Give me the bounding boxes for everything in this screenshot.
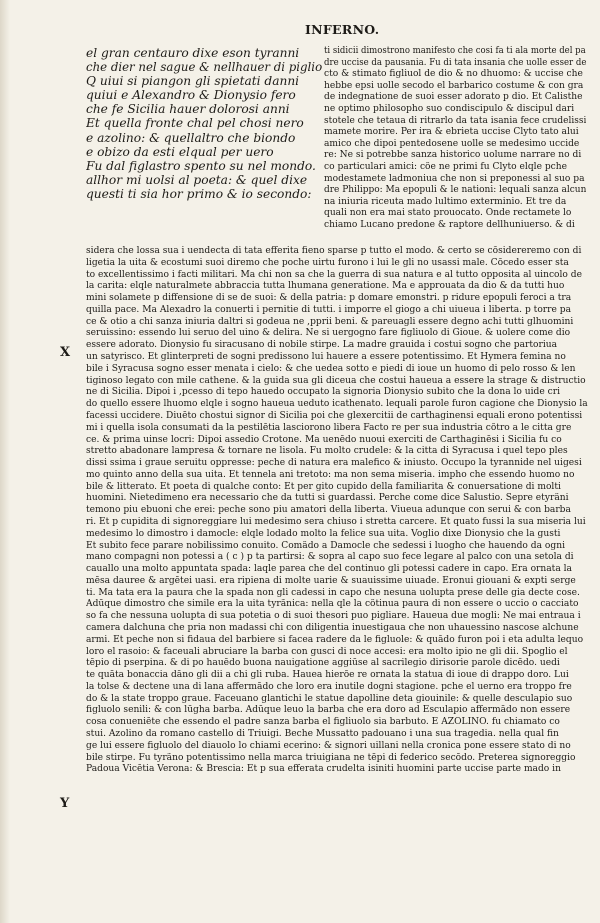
gloss-line: do & la state troppo graue. Faceuano glantichi le statue dapolline deta giouinile: & quelle desculapio suo xyxy=(86,693,573,704)
gloss-line: re: Ne si potrebbe sanza historico uolume narrare no di xyxy=(324,150,582,161)
gloss-line: ce. & prima uinse locri: Dipoi assedio Crotone. Ma uenēdo nuoui exerciti de Carthaginēsi i Sicilia fu co xyxy=(86,434,562,445)
gloss-line: stui. Azolino da romano castello di Triuigi. Beche Mussatto padouano i una sua tragedia. nella qual fin xyxy=(86,729,559,740)
verse-line: quiui e Alexandro & Dionysio fero xyxy=(86,88,296,103)
gloss-line: ne optimo philosopho suo condiscipulo & discipul dari xyxy=(324,103,575,114)
gloss-line: facessi uccidere. Diuēto chostui signor di Sicilia poi che glexercitii de carthaginensi equali erono potentissi xyxy=(86,410,583,421)
gloss-line: la tolse & dectene una di lana affermādo che loro era inutile dogni stagione. pche el uerno era troppo fre xyxy=(86,681,572,692)
verse-line: e azolino: & quellaltro che biondo xyxy=(86,130,296,145)
verse-line: el gran centauro dixe eson tyranni xyxy=(86,46,300,60)
gloss-line: na iniuria riceuta mado lultimo exterminio. Et tre da xyxy=(324,196,567,207)
gloss-line: temono piu ebuoni che erei: peche sono piu amatori della liberta. Viueua adunque con serui & con barba xyxy=(86,505,571,516)
gloss-line: camera dalchuna che pria non madassi chi con diligentia inuestigaua che non uhauessino nascose alchune xyxy=(86,623,579,633)
gloss-top-column xyxy=(324,46,586,232)
gloss-line: cosa conueniēte che essendo el padre sanza barba el figliuolo sia barbuto. E AZOLINO. fu chiamato co xyxy=(86,717,560,728)
gloss-line: ti sidicii dimostrono manifesto che cosi fa ti ala morte del pa xyxy=(324,46,586,56)
gloss-line: bile stirpe. Fu tyrãno potentissimo nella marca triuigiana ne tēpi di federico secōdo. Preterea signoreggio xyxy=(86,752,576,763)
gloss-line: dissi ssima i graue seruitu oppresse: peche di natura era malefico & iniusto. Occupo la tyrannide nel uigesi xyxy=(86,458,582,469)
running-head: INFERNO. xyxy=(305,22,380,37)
gloss-line: modestamete ladmoniua che non si preponessi al suo pa xyxy=(324,173,585,184)
verse-block xyxy=(86,46,322,201)
gloss-line: la carita: elqle naturalmete abbraccia tutta lhumana generatione. Ma e approuata da dio & da tutti huo xyxy=(86,281,565,292)
gloss-line: chiamo Lucano predone & raptore dellhuniuerso. & di xyxy=(324,219,575,230)
gloss-line: seruissino: essendo lui seruo del uino & delira. Ne si uergogno fare figliuolo di Gioue. & uolere come dio xyxy=(86,328,571,339)
gloss-line: quali non era mai stato prouocato. Onde rectamete lo xyxy=(324,208,572,219)
gloss-line: so fa che nessuna uolupta di sua potetia o di suoi thesori puo pigliare. Haueua due mogli: Ne mai entraua i xyxy=(86,611,581,622)
gloss-line: ce & otio a chi sanza iniuria daltri si godeua ne ,pprii beni. & pareuagli essere degno achi tutti glhuomini xyxy=(86,316,574,327)
verse-line: che dier nel sague & nellhauer di piglio xyxy=(86,60,323,75)
verse-line: Et quella fronte chal pel chosi nero xyxy=(86,116,304,131)
verse-line: Fu dal figlastro spento su nel mondo. xyxy=(86,158,316,173)
gloss-line: ri. Et p cupidita di signoreggiare lui medesimo sera chiuso i stretta carcere. Et quato fussi la sua miseria lui xyxy=(86,516,586,527)
gloss-line: dre Philippo: Ma epopuli & le nationi: lequali sanza alcun xyxy=(324,185,587,196)
gloss-line: to excellentissimo i facti militari. Ma chi non sa che la guerra di sua natura e al tutto opposita al uincolo de xyxy=(86,269,582,280)
gloss-line: ge lui essere figluolo del diauolo lo chiami ecerino: & signori uillani nella cronica pone essere stato di no xyxy=(86,740,571,751)
gloss-line: mo quinto anno della sua uita. Et tennela ani tretoto: ma non sema miseria. impho che essendo huomo no xyxy=(86,469,575,480)
gloss-line: cauallo una molto appuntata spada: laqle parea che del continuo gli potessi cadere in capo. Era ornata la xyxy=(86,564,572,575)
gloss-line: te quāta bonaccia dāno gli dii a chi gli ruba. Hauea hierõe re ornata la statua di ioue di drappo doro. Lui xyxy=(86,670,569,681)
gloss-line: stotele che tetaua di ritrarlo da tata isania fece crudelissi xyxy=(324,115,587,126)
verse-line: e obizo da esti elqual per uero xyxy=(86,144,274,159)
gloss-line: mano compagni non potessi a ( c ) p ta partirsi: & sopra al capo suo fece legare al palco con una setola di xyxy=(86,552,574,563)
gloss-line: essere adorato. Dionysio fu siracusano di nobile stirpe. La madre grauida i costui sogno che partoriua xyxy=(86,340,558,351)
gloss-line: medesimo lo dimostro i damocle: elqle lodado molto la felice sua uita. Voglio dixe Dionysio che la gusti xyxy=(86,528,561,539)
gloss-line: hebbe epsi uolle secodo el barbarico costume & con gra xyxy=(324,80,584,91)
gloss-line: mēsa dauree & argētei uasi. era ripiena di molte uarie & suauissime uiuade. Eronui giouani & expti serge xyxy=(86,575,576,586)
gloss-line: do quello essere lhuomo elqle i sogno haueua ueduto icathenato. lequali parole furon cagione che Dionysio la xyxy=(86,399,588,410)
gloss-line: mi i quella isola consumati da la pestilētia lasciorono libera Facto re per sua industria cõtro a le citta gre xyxy=(86,422,572,433)
gloss-line: co particulari amici: cõe ne primi fu Clyto elqle pche xyxy=(324,161,567,172)
gloss-line: huomini. Nietedimeno era necessario che da tutti si guardassi. Perche come dice Salustio. Sepre etyrãni xyxy=(86,493,569,504)
page-edge-shadow xyxy=(0,0,10,923)
gloss-line: mini solamete p diffensione di se de suoi: & della patria: p domare emonstri. p ridure epopuli feroci a tra xyxy=(86,293,572,304)
gloss-line: tēpio di pserpina. & di po hauēdo buona nauigatione aggiūse al sacrilegio dirisorie parole dicēdo. uedi xyxy=(86,658,560,669)
verse-line: questi ti sia hor primo & io secondo: xyxy=(86,186,312,201)
margin-marker-x: X xyxy=(60,345,71,360)
verse-line: Q uiui si piangon gli spietati danni xyxy=(86,74,300,89)
gloss-line: Adūque dimostro che simile era la uita tyrãnica: nella qle la cõtinua paura di non essere o uccio o cacciato xyxy=(86,599,579,610)
gloss-line: bile & litterato. Et poeta di qualche conto: Et per gito cupido della familiarita & conuersatione di molti xyxy=(86,481,561,492)
gloss-line: mamete morire. Per ira & ebrieta uccise Clyto tato alui xyxy=(324,127,579,138)
gloss-line: loro el rasoio: & faceuali abruciare la barba con gusci di noce accesi: era molto ipio ne gli dii. Spoglio el xyxy=(86,646,568,657)
gloss-line: bile i Syracusa sogno esser menata i cielo: & che uedea sotto e piedi di ioue un huomo di pelo rosso & len xyxy=(86,363,576,374)
gloss-line: tiginoso legato con mile cathene. & la guida sua gli diceua che costui haueua a essere la strage & distructio xyxy=(86,375,586,386)
gloss-line: cto & stimato figliuol de dio & no dhuomo: & uccise che xyxy=(324,69,583,80)
margin-marker-y: Y xyxy=(60,796,70,811)
gloss-line: figluolo senili: & con lūgha barba. Adūque leuo la barba che era doro ad Esculapio affermādo non essere xyxy=(86,705,571,716)
gloss-line: un satyrisco. Et glinterpreti de sogni predissono lui hauere a essere potentissimo. Et Hymera femina no xyxy=(86,352,566,363)
gloss-line: armi. Et peche non si fidaua del barbiere si facea radere da le figluole: & quādo furon poi i eta adulta lequo xyxy=(86,634,584,645)
gloss-line: amico che dipoi pentedosene uolle se medesimo uccide xyxy=(324,138,580,149)
gloss-line: quilla pace. Ma Alexadro la conuerti i pernitie di tutti. i imporre el giogo a chi uiueua i liberta. p torre pa xyxy=(86,304,572,315)
gloss-line: ti. Ma tata era la paura che la spada non gli cadessi in capo che nesuna uolupta prese delle gia decte cose. xyxy=(86,587,580,598)
gloss-line: stretto abadonare lampresa & tornare ne lisola. Fu molto crudele: & la citta di Syracusa i quel tepo ples xyxy=(86,446,568,457)
gloss-main-block xyxy=(86,246,588,776)
gloss-line: dre uccise da pausania. Fu di tata insania che uolle esser de xyxy=(324,57,586,68)
gloss-line: de indegnatione de suoi esser adorato p dio. Et Calisthe xyxy=(324,92,583,103)
gloss-line: ne di Sicilia. Dipoi i ,pcesso di tepo hauedo occupato la signoria Dionysio subito che la dona lo uide cri xyxy=(86,387,561,398)
verse-line: allhor mi uolsi al poeta: & quel dixe xyxy=(86,172,308,187)
gloss-line: Padoua Vicētia Verona: & Brescia: Et p sua efferata crudelta isiniti huomini parte uccise parte mado in xyxy=(86,764,561,775)
gloss-line: sidera che lossa sua i uendecta di tata efferita fieno sparse p tutto el modo. & certo se cõsidereremo con di xyxy=(86,246,582,256)
gloss-line: ligetia la uita & ecostumi suoi diremo che poche uirtu furono i lui le gli no usassi male. Cõcedo esser sta xyxy=(86,257,569,268)
verse-line: che fe Sicilia hauer dolorosi anni xyxy=(86,102,290,117)
gloss-line: Et subito fece parare nobilissimo conuito. Comãdo a Damocle che sedessi i luogho che hauendo da ogni xyxy=(86,540,565,551)
